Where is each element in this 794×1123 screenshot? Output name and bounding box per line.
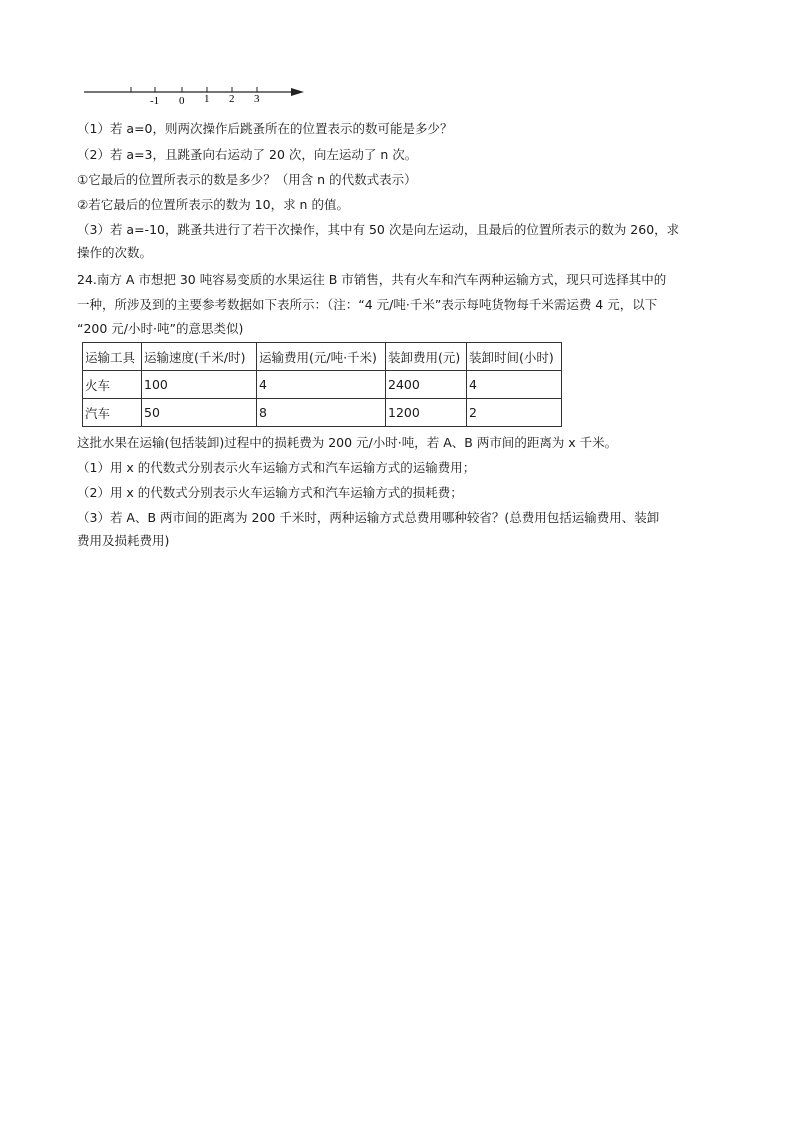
table-header-row: [83, 343, 562, 371]
table-cell: 8: [257, 399, 386, 427]
sub-question-3-line-2: 费用及损耗费用): [77, 533, 170, 548]
sub-question-3-line-1: （3）若 A、B 两市间的距离为 200 千米时，两种运输方式总费用哪种较省？(总费用包括运输费用、装卸: [77, 510, 660, 525]
table-row: [83, 371, 562, 399]
table-cell: 2400: [386, 371, 467, 399]
table-header-cell: 装卸时间(小时): [467, 343, 562, 371]
table-cell: 100: [142, 371, 257, 399]
question-2: （2）若 a=3，且跳蚤向右运动了 20 次，向左运动了 n 次。: [77, 147, 418, 162]
table-cell: 2: [467, 399, 562, 427]
sub-question-2: （2）用 x 的代数式分别表示火车运输方式和汽车运输方式的损耗费；: [77, 485, 463, 500]
table-header-cell: 运输费用(元/吨·千米): [257, 343, 386, 371]
sub-question-1: （1）用 x 的代数式分别表示火车运输方式和汽车运输方式的运输费用；: [77, 460, 476, 475]
table-cell: 1200: [386, 399, 467, 427]
arrow-right-icon: [291, 88, 304, 96]
transport-data-table: [82, 342, 562, 427]
tick-label: 3: [254, 93, 260, 105]
tick-label: 2: [229, 93, 235, 105]
question-3-line-1: （3）若 a=-10，跳蚤共进行了若干次操作，其中有 50 次是向左运动，且最后的位置所表示的数为 260，求: [77, 222, 680, 237]
table-cell: 火车: [83, 371, 142, 399]
question-2-part-2: ②若它最后的位置所表示的数为 10，求 n 的值。: [77, 197, 349, 212]
number-line: [84, 82, 314, 112]
question-3-line-2: 操作的次数。: [77, 245, 153, 260]
tick-label: -1: [150, 95, 160, 107]
problem-24-statement: 这批水果在运输(包括装卸)过程中的损耗费为 200 元/小时·吨，若 A、B 两市间的距离为 x 千米。: [77, 435, 618, 450]
table-cell: 4: [467, 371, 562, 399]
table-cell: 4: [257, 371, 386, 399]
number-line-graphic: [84, 82, 314, 112]
table-header-cell: 装卸费用(元): [386, 343, 467, 371]
problem-24-line-1: 24.南方 A 市想把 30 吨容易变质的水果运往 B 市销售，共有火车和汽车两种运输方式，现只可选择其中的: [77, 272, 667, 287]
table-row: [83, 399, 562, 427]
question-2-part-1: ①它最后的位置所表示的数是多少？（用含 n 的代数式表示）: [77, 172, 417, 187]
problem-24-line-2: 一种，所涉及到的主要参考数据如下表所示：（注：“4 元/吨·千米”表示每吨货物每千米需运费 4 元，以下: [77, 297, 658, 312]
question-1: （1）若 a=0，则两次操作后跳蚤所在的位置表示的数可能是多少？: [77, 121, 453, 136]
table-header-cell: 运输工具: [83, 343, 142, 371]
problem-24-line-3: “200 元/小时·吨”的意思类似): [77, 321, 244, 336]
tick-label: 0: [179, 95, 185, 107]
table-cell: 50: [142, 399, 257, 427]
table-cell: 汽车: [83, 399, 142, 427]
table-header-cell: 运输速度(千米/时): [142, 343, 257, 371]
tick-label: 1: [204, 93, 210, 105]
